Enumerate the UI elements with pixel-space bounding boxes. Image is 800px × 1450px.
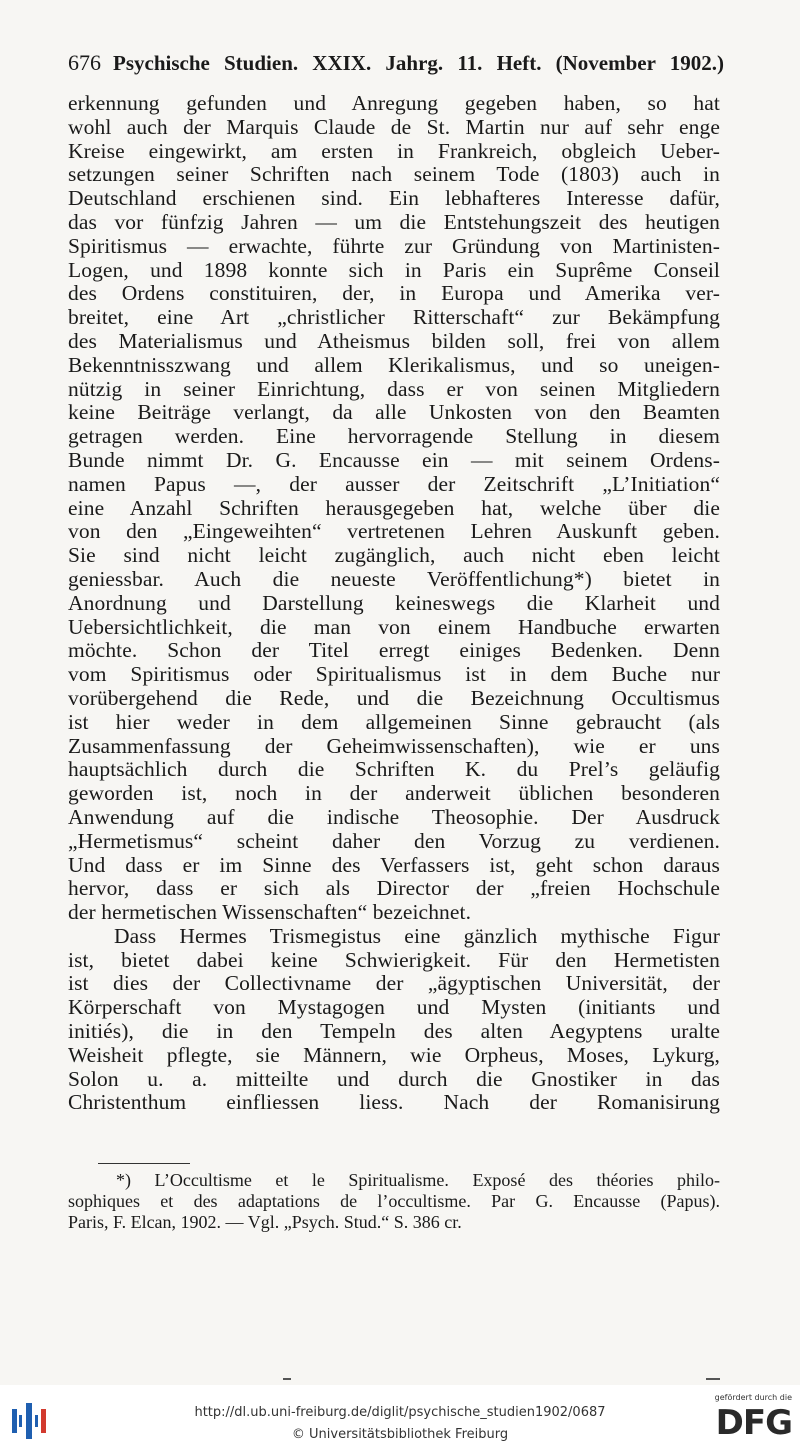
text-line: von den „Eingeweihten“ vertretenen Lehren Auskunft geben. xyxy=(68,520,720,544)
body-text xyxy=(68,92,720,1115)
copyright-notice: © Universitätsbibliothek Freiburg xyxy=(291,1427,509,1442)
text-line: keine Beiträge verlangt, da alle Unkosten von den Beamten xyxy=(68,401,720,425)
text-line: Uebersichtlichkeit, die man von einem Handbuche erwarten xyxy=(68,615,720,639)
text-line: getragen werden. Eine hervorragende Stellung in diesem xyxy=(68,425,720,449)
text-line: Bekenntnisszwang und allem Klerikalismus, und so uneigen- xyxy=(68,353,720,377)
text-line: setzungen seiner Schriften nach seinem Tode (1803) auch in xyxy=(68,163,720,187)
text-line: Christenthum einfliessen liess. Nach der Romanisirung xyxy=(68,1091,720,1115)
footnote xyxy=(68,1170,720,1233)
text-line: Weisheit pflegte, sie Männern, wie Orpheus, Moses, Lykurg, xyxy=(68,1043,720,1067)
viewer-footer xyxy=(0,1385,800,1450)
text-line: des Materialismus und Atheismus bilden soll, frei von allem xyxy=(68,329,720,353)
scan-mark xyxy=(283,1378,291,1380)
text-line: nützig in seiner Einrichtung, dass er von seinen Mitgliedern xyxy=(68,377,720,401)
text-line: Anordnung und Darstellung keineswegs die Klarheit und xyxy=(68,591,720,615)
text-line: Dass Hermes Trismegistus eine gänzlich mythische Figur xyxy=(114,924,720,948)
text-line: namen Papus —, der ausser der Zeitschrift „L’Initiation“ xyxy=(68,472,720,496)
text-line: initiés), die in den Tempeln des alten Aegyptens uralte xyxy=(68,1020,720,1044)
footnote-rule xyxy=(98,1163,190,1164)
footnote-line: sophiques et des adaptations de l’occultisme. Par G. Encausse (Papus). xyxy=(68,1191,720,1211)
dfg-logo: DFG xyxy=(715,1403,792,1443)
text-line: erkennung gefunden und Anregung gegeben haben, so hat xyxy=(68,92,720,115)
text-line: der hermetischen Wissenschaften“ bezeichnet. xyxy=(68,901,472,925)
text-line: Deutschland erschienen sind. Ein lebhafteres Interesse dafür, xyxy=(68,187,720,211)
text-line: vom Spiritismus oder Spiritualismus ist in dem Buche nur xyxy=(68,663,720,687)
text-line: das vor fünfzig Jahren — um die Entstehungszeit des heutigen xyxy=(68,210,720,234)
text-line: Solon u. a. mitteilte und durch die Gnostiker in das xyxy=(68,1067,720,1091)
text-line: des Ordens constituiren, der, in Europa und Amerika ver- xyxy=(68,282,720,306)
header-title: Psychische Studien. XXIX. Jahrg. 11. Heft. (November 1902.) xyxy=(113,51,724,75)
text-line: „Hermetismus“ scheint daher den Vorzug zu verdienen. xyxy=(68,829,720,853)
text-line: eine Anzahl Schriften herausgegeben hat, welche über die xyxy=(68,496,720,520)
text-line: ist dies der Collectivname der „ägyptischen Universität, der xyxy=(68,972,720,996)
document-url[interactable]: http://dl.ub.uni-freiburg.de/diglit/psychische_studien1902/0687 xyxy=(194,1405,606,1420)
text-line: wohl auch der Marquis Claude de St. Martin nur auf sehr enge xyxy=(68,115,720,139)
text-line: Kreise eingewirkt, am ersten in Frankreich, obgleich Ueber- xyxy=(68,139,720,163)
text-line: vorübergehend die Rede, und die Bezeichnung Occultismus xyxy=(68,686,720,710)
text-line: geworden ist, noch in der anderweit üblichen besonderen xyxy=(68,782,720,806)
dfg-caption: gefördert durch die xyxy=(714,1393,792,1402)
footnote-line: *) L’Occultisme et le Spiritualisme. Exposé des théories philo- xyxy=(116,1170,720,1190)
text-line: ist, bietet dabei keine Schwierigkeit. Für den Hermetisten xyxy=(68,948,720,972)
text-line: Spiritismus — erwachte, führte zur Gründung von Martinisten- xyxy=(68,234,720,258)
text-line: hervor, dass er sich als Director der „freien Hochschule xyxy=(68,877,720,901)
text-line: geniessbar. Auch die neueste Veröffentlichung*) bietet in xyxy=(68,567,720,591)
text-line: hauptsächlich durch die Schriften K. du Prel’s geläufig xyxy=(68,758,720,782)
text-line: Sie sind nicht leicht zugänglich, auch nicht eben leicht xyxy=(68,544,720,568)
text-line: Körperschaft von Mystagogen und Mysten (initiants und xyxy=(68,996,720,1020)
text-line: Logen, und 1898 konnte sich in Paris ein Suprême Conseil xyxy=(68,258,720,282)
footnote-line: Paris, F. Elcan, 1902. — Vgl. „Psych. Stud.“ S. 386 cr. xyxy=(68,1212,462,1232)
text-line: ist hier weder in dem allgemeinen Sinne gebraucht (als xyxy=(68,710,720,734)
page-number: 676 xyxy=(68,50,101,75)
text-line: Bunde nimmt Dr. G. Encausse ein — mit seinem Ordens- xyxy=(68,448,720,472)
text-line: Und dass er im Sinne des Verfassers ist, geht schon daraus xyxy=(68,853,720,877)
scan-mark xyxy=(706,1378,720,1380)
text-line: Anwendung auf die indische Theosophie. Der Ausdruck xyxy=(68,805,720,829)
text-line: Zusammenfassung der Geheimwissenschaften), wie er uns xyxy=(68,734,720,758)
text-line: möchte. Schon der Titel erregt einiges Bedenken. Denn xyxy=(68,639,720,663)
text-line: breitet, eine Art „christlicher Ritterschaft“ zur Bekämpfung xyxy=(68,306,720,330)
running-header xyxy=(68,50,724,84)
